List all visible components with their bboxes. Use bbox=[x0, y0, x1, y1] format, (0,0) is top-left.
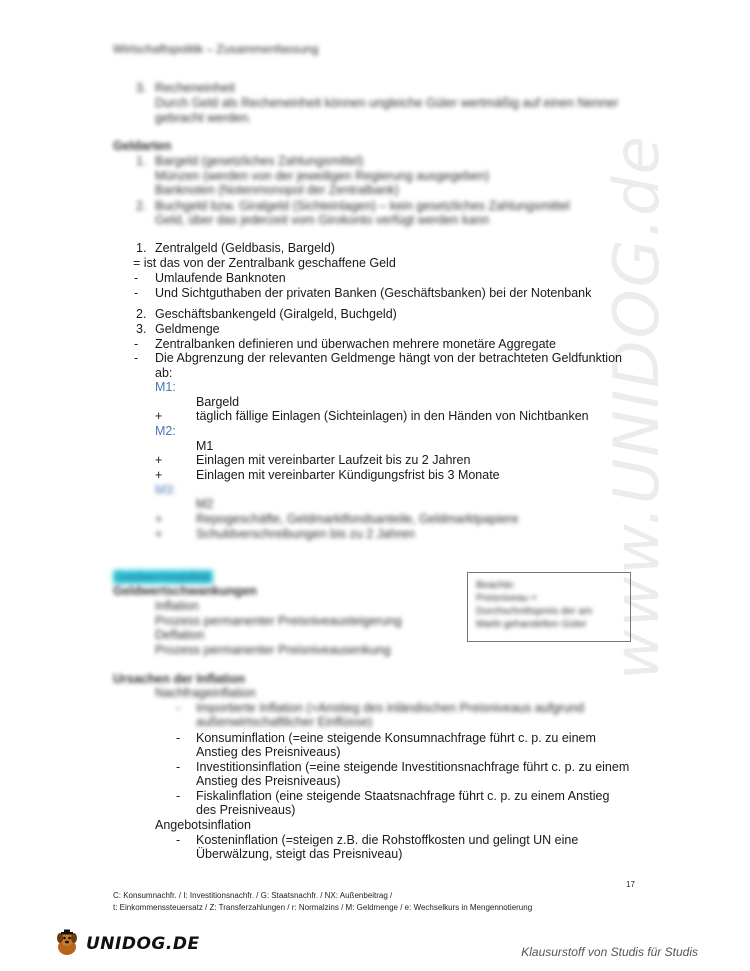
page-number: 17 bbox=[626, 880, 635, 889]
konsuminflation-line1: Konsuminflation (=eine steigende Konsumnachfrage führt c. p. zu einem bbox=[196, 731, 596, 745]
ursachen-heading: Ursachen der Inflation bbox=[113, 672, 245, 686]
dash: - bbox=[176, 789, 181, 803]
dash: - bbox=[134, 271, 139, 285]
geldart1-text: Bargeld (gesetzliches Zahlungsmittel) bbox=[155, 154, 364, 168]
m3-schuldverschreibungen: Schuldverschreibungen bis zu 2 Jahren bbox=[196, 527, 415, 541]
m3-m2: M2 bbox=[196, 497, 214, 511]
footnote-line2: t: Einkommenssteuersatz / Z: Transferzahlungen / r: Normalzins / M: Geldmenge / e: Wechselkurs in Mengennotierung bbox=[113, 903, 533, 912]
konsuminflation-line2: Anstieg des Preisniveaus) bbox=[196, 745, 341, 759]
logo-text: UNIDOG.DE bbox=[86, 934, 200, 954]
geldart2-sub1: Geld, über das jederzeit vom Girokonto verfügt werden kann bbox=[155, 213, 490, 227]
plus-sign: + bbox=[155, 453, 163, 467]
deflation-term: Deflation bbox=[155, 628, 205, 642]
m1-bargeld: Bargeld bbox=[196, 395, 240, 409]
dash: - bbox=[176, 760, 181, 774]
m1-label: M1: bbox=[155, 380, 176, 394]
unidog-logo bbox=[52, 928, 200, 960]
geldmenge-title: Geldmenge bbox=[155, 322, 220, 336]
geldwertschwankungen-heading: Geldwertschwankungen bbox=[113, 584, 257, 598]
note-box-line: Beachte: bbox=[476, 580, 516, 591]
inflation-definition: Prozess permanenter Preisniveausteigerung bbox=[155, 614, 402, 628]
geschaeftsbankengeld-number: 2. bbox=[136, 307, 147, 321]
dash: - bbox=[176, 701, 181, 715]
plus-sign: + bbox=[155, 409, 163, 423]
m2-laufzeit: Einlagen mit vereinbarter Laufzeit bis zu 2 Jahren bbox=[196, 453, 471, 467]
fiskalinflation-line2: des Preisniveaus) bbox=[196, 803, 296, 817]
note-box bbox=[467, 572, 631, 642]
geldart1-number: 1. bbox=[136, 154, 147, 168]
geldmenge-bullet2-line2: ab: bbox=[155, 366, 173, 380]
inflation-term: Inflation bbox=[155, 599, 199, 613]
geldart2-text: Buchgeld bzw. Giralgeld (Sichteinlagen) – kein gesetzliches Zahlungsmittel bbox=[155, 199, 570, 213]
geldmenge-bullet2-line1: Die Abgrenzung der relevanten Geldmenge hängt von der betrachteten Geldfunktion bbox=[155, 351, 622, 365]
importierte-inflation-line1: Importierte Inflation (=Anstieg des inländischen Preisniveaus aufgrund bbox=[196, 701, 585, 715]
m3-label: M3: bbox=[155, 483, 176, 497]
item3-title: Recheneinheit bbox=[155, 81, 235, 95]
dog-mascot-icon bbox=[52, 928, 82, 961]
dash: - bbox=[176, 731, 181, 745]
zentralgeld-bullet1: Umlaufende Banknoten bbox=[155, 271, 286, 285]
geldart2-number: 2. bbox=[136, 199, 147, 213]
item3-line2: gebracht werden. bbox=[155, 111, 252, 125]
dash: - bbox=[176, 833, 181, 847]
nachfrageinflation-term: Nachfrageinflation bbox=[155, 686, 256, 700]
highlighted-heading: Geldwertstabilität bbox=[115, 570, 211, 584]
m2-kuendigungsfrist: Einlagen mit vereinbarter Kündigungsfrist bis 3 Monate bbox=[196, 468, 500, 482]
investitionsinflation-line1: Investitionsinflation (=eine steigende Investitionsnachfrage führt c. p. zu einem bbox=[196, 760, 630, 774]
note-box-line: Markt gehandelten Güter bbox=[476, 619, 587, 630]
fiskalinflation-line1: Fiskalinflation (eine steigende Staatsnachfrage führt c. p. zu einem Anstieg bbox=[196, 789, 610, 803]
m2-m1: M1 bbox=[196, 439, 214, 453]
geschaeftsbankengeld-title: Geschäftsbankengeld (Giralgeld, Buchgeld) bbox=[155, 307, 397, 321]
m2-label: M2: bbox=[155, 424, 176, 438]
note-box-line: Durchschnittspreis der am bbox=[476, 606, 593, 617]
geldmenge-bullet1: Zentralbanken definieren und überwachen mehrere monetäre Aggregate bbox=[155, 337, 556, 351]
dash: - bbox=[134, 337, 139, 351]
section-geldarten: Geldarten bbox=[113, 139, 172, 153]
dash: - bbox=[134, 286, 139, 300]
deflation-definition: Prozess permanenter Preisniveausenkung bbox=[155, 643, 391, 657]
plus-sign: + bbox=[155, 512, 163, 526]
plus-sign: + bbox=[155, 527, 163, 541]
geldart1-sub2: Banknoten (Notenmonopol der Zentralbank) bbox=[155, 183, 399, 197]
footnote-line1: C: Konsumnachfr. / I: Investitionsnachfr. / G: Staatsnachfr. / NX: Außenbeitrag / bbox=[113, 891, 393, 900]
item3-number: 3. bbox=[136, 81, 147, 95]
plus-sign: + bbox=[155, 468, 163, 482]
note-box-line: Preisniveau = bbox=[476, 593, 537, 604]
geldart1-sub1: Münzen (werden von der jeweiligen Regierung ausgegeben) bbox=[155, 169, 490, 183]
zentralgeld-title: Zentralgeld (Geldbasis, Bargeld) bbox=[155, 241, 335, 255]
zentralgeld-bullet2: Und Sichtguthaben der privaten Banken (Geschäftsbanken) bei der Notenbank bbox=[155, 286, 592, 300]
m3-repo: Repogeschäfte, Geldmarktfondsanteile, Geldmarktpapiere bbox=[196, 512, 519, 526]
kosteninflation-line1: Kosteninflation (=steigen z.B. die Rohstoffkosten und gelingt UN eine bbox=[196, 833, 579, 847]
slogan: Klausurstoff von Studis für Studis bbox=[521, 945, 698, 959]
dash: - bbox=[134, 351, 139, 365]
zentralgeld-definition: = ist das von der Zentralbank geschaffene Geld bbox=[133, 256, 396, 270]
watermark: www.UNIDOG.de bbox=[600, 134, 673, 680]
angebotsinflation-term: Angebotsinflation bbox=[155, 818, 251, 832]
item3-line1: Durch Geld als Recheneinheit können ungleiche Güter wertmäßig auf einen Nenner bbox=[155, 96, 619, 110]
investitionsinflation-line2: Anstieg des Preisniveaus) bbox=[196, 774, 341, 788]
importierte-inflation-line2: außenwirtschaftlicher Einflüsse) bbox=[196, 715, 373, 729]
kosteninflation-line2: Überwälzung, steigt das Preisniveau) bbox=[196, 847, 403, 861]
page-header-title: Wirtschaftspolitik – Zusammenfassung bbox=[113, 42, 319, 56]
geldmenge-number: 3. bbox=[136, 322, 147, 336]
m1-sichteinlagen: täglich fällige Einlagen (Sichteinlagen) in den Händen von Nichtbanken bbox=[196, 409, 589, 423]
zentralgeld-number: 1. bbox=[136, 241, 147, 255]
